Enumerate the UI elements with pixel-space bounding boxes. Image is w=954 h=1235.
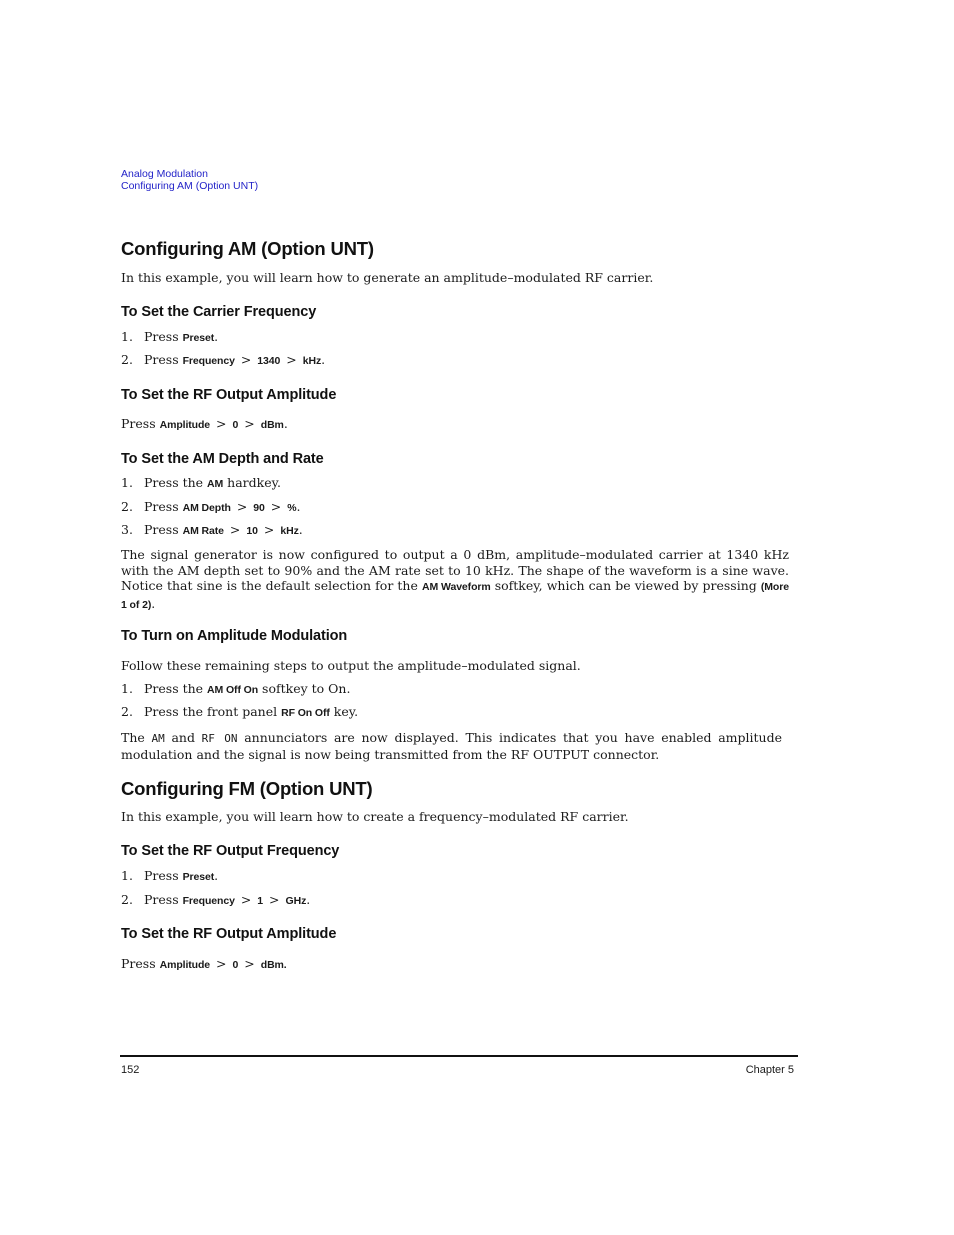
am-depth-key: AM Depth: [182, 502, 231, 514]
fm-intro: In this example, you will learn how to create a frequency–modulated RF carrier.: [121, 809, 629, 824]
annunciators-paragraph: The AM and RF ON annunciators are now displayed. This indicates that you have enabled amplitude modulation and the signal is now being transmitted from the RF OUTPUT connector.: [121, 730, 782, 762]
value-key: 90: [253, 502, 265, 514]
frequency-key: Frequency: [182, 895, 235, 907]
preset-key: Preset: [182, 332, 215, 344]
preset-key: Preset: [182, 871, 215, 883]
more-key: (More 1 of 2): [121, 581, 789, 611]
am-off-on-key: AM Off On: [207, 684, 259, 696]
footer-rule: [120, 1055, 798, 1057]
am-depth-rate-heading: To Set the AM Depth and Rate: [121, 451, 324, 467]
step-number: 3.: [121, 522, 133, 537]
carrier-step-2: Press Frequency > 1340 > kHz.: [144, 352, 326, 367]
turn-on-step-2: Press the front panel RF On Off key.: [144, 704, 359, 719]
rf-output-amplitude-heading: To Set the RF Output Amplitude: [121, 387, 337, 403]
am-rate-key: AM Rate: [182, 525, 224, 537]
unit-key: kHz: [302, 355, 322, 367]
am-waveform-key: AM Waveform: [421, 581, 491, 594]
carrier-frequency-heading: To Set the Carrier Frequency: [121, 304, 317, 320]
step-number: 2.: [121, 704, 133, 719]
step-number: 2.: [121, 892, 133, 907]
am-intro: In this example, you will learn how to generate an amplitude–modulated RF carrier.: [121, 270, 654, 285]
breadcrumb-section[interactable]: Analog Modulation: [121, 168, 208, 180]
unit-key: dBm: [260, 419, 284, 431]
fm-section-title: Configuring FM (Option UNT): [121, 778, 373, 799]
step-number: 1.: [121, 868, 133, 883]
value-key: 0: [232, 419, 239, 431]
am-configured-paragraph: The signal generator is now configured to output a 0 dBm, amplitude–modulated carrier at 1340 kHz with the AM depth set to 90% and the AM rate set to 10 kHz. The shape of the waveform is a sine wave. Notice that sine is the default selection for the AM Waveform softkey, which can be viewed by pressing (More 1 of 2).: [121, 547, 789, 611]
amplitude-key: Amplitude: [159, 419, 211, 431]
turn-on-step-1: Press the AM Off On softkey to On.: [144, 681, 351, 696]
step-number: 1.: [121, 475, 133, 490]
fm-amplitude-instruction: Press Amplitude > 0 > dBm.: [121, 956, 287, 971]
am-key: AM: [207, 478, 224, 490]
frequency-key: Frequency: [182, 355, 235, 367]
fm-freq-step-1: Press Preset.: [144, 868, 219, 883]
step-number: 1.: [121, 329, 133, 344]
value-key: 1: [257, 895, 264, 907]
rf-output-frequency-heading: To Set the RF Output Frequency: [121, 843, 340, 859]
rf-on-annunciator: RF ON: [201, 732, 238, 745]
depth-step-2: Press AM Depth > 90 > %.: [144, 499, 301, 514]
depth-step-1: Press the AM hardkey.: [144, 475, 281, 490]
step-number: 2.: [121, 499, 133, 514]
amplitude-key: Amplitude: [159, 959, 211, 971]
carrier-step-1: Press Preset.: [144, 329, 219, 344]
breadcrumb-subsection[interactable]: Configuring AM (Option UNT): [121, 180, 259, 192]
unit-key: %: [287, 502, 297, 514]
unit-key: dBm.: [260, 959, 287, 971]
unit-key: kHz: [280, 525, 299, 537]
am-annunciator: AM: [151, 732, 165, 745]
depth-step-3: Press AM Rate > 10 > kHz.: [144, 522, 303, 537]
turn-on-intro: Follow these remaining steps to output the amplitude–modulated signal.: [121, 658, 581, 673]
am-section-title: Configuring AM (Option UNT): [121, 238, 374, 259]
fm-rf-output-amplitude-heading: To Set the RF Output Amplitude: [121, 926, 337, 942]
value-key: 10: [246, 525, 258, 537]
value-key: 0: [232, 959, 239, 971]
unit-key: GHz: [285, 895, 307, 907]
rf-on-off-key: RF On Off: [281, 707, 330, 719]
fm-freq-step-2: Press Frequency > 1 > GHz.: [144, 892, 311, 907]
chapter-label: Chapter 5: [745, 1064, 794, 1076]
step-number: 2.: [121, 352, 133, 367]
value-key: 1340: [257, 355, 281, 367]
page-number: 152: [121, 1064, 140, 1076]
amplitude-instruction: Press Amplitude > 0 > dBm.: [121, 416, 288, 431]
step-number: 1.: [121, 681, 133, 696]
turn-on-am-heading: To Turn on Amplitude Modulation: [121, 628, 348, 644]
